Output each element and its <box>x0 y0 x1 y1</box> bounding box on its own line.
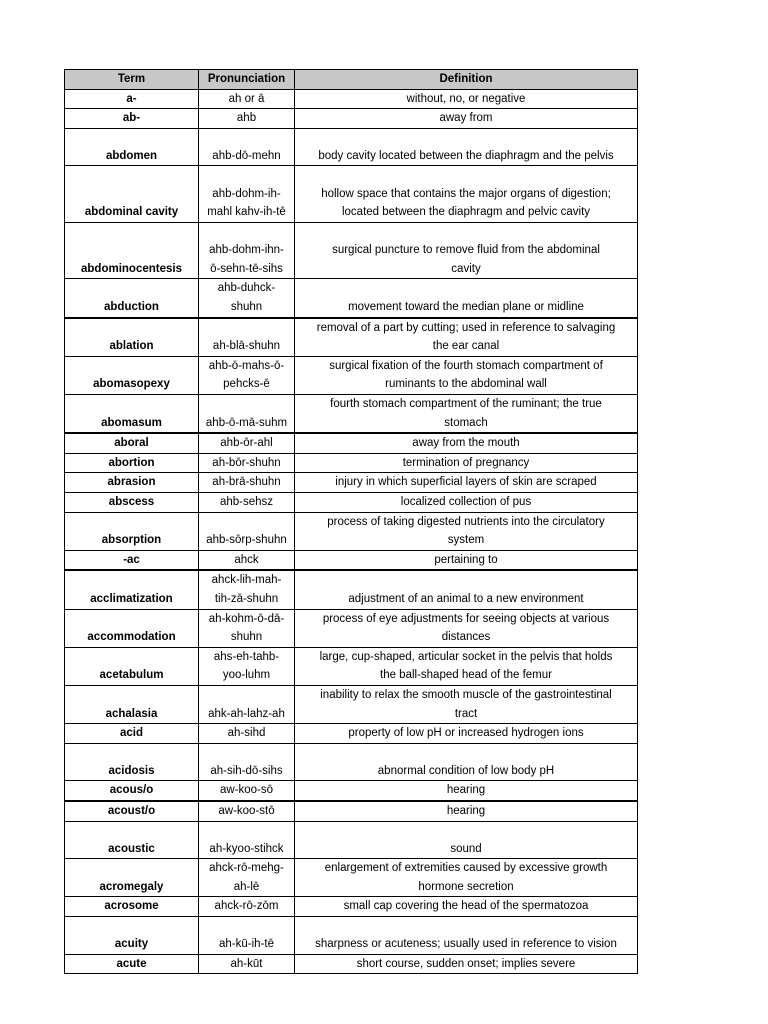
term-cell: acoustic <box>65 821 199 859</box>
pronunciation-line: ahb-ōr-ahl <box>220 437 273 450</box>
table-row <box>65 743 638 781</box>
definition-line: abnormal condition of low body pH <box>377 764 555 777</box>
table-row <box>65 647 638 685</box>
definition-line: surgical fixation of the fourth stomach compartment of <box>329 359 603 372</box>
pronunciation-cell <box>199 647 295 685</box>
header-row <box>65 70 638 90</box>
pronunciation-cell <box>199 859 295 897</box>
term-cell: acetabulum <box>65 647 199 685</box>
table-row <box>65 685 638 723</box>
definition-cell <box>295 512 638 550</box>
pronunciation-line: ahb-sōrp-shuhn <box>206 534 287 547</box>
term-cell: acrosome <box>65 897 199 917</box>
pronunciation-line: yoo-luhm <box>222 669 271 682</box>
definition-line: hearing <box>446 784 486 797</box>
pronunciation-line: ahb-sehsz <box>219 496 274 508</box>
pronunciation-cell <box>199 821 295 859</box>
pronunciation-line: ō-sehn-tē-sihs <box>210 262 283 275</box>
pronunciation-cell <box>199 433 295 453</box>
pronunciation-line: ah-brā-shuhn <box>212 476 281 489</box>
pronunciation-cell <box>199 609 295 647</box>
pronunciation-cell <box>199 89 295 109</box>
definition-cell <box>295 724 638 744</box>
table-row <box>65 89 638 109</box>
definition-line: the ear canal <box>432 340 500 353</box>
definition-line: localized collection of pus <box>400 496 532 508</box>
pronunciation-cell <box>199 109 295 129</box>
pronunciation-line: ahb-ō-mā-suhm <box>205 416 288 429</box>
definition-line: pertaining to <box>434 553 498 566</box>
term-cell: abortion <box>65 453 199 473</box>
term-cell: acoust/o <box>65 801 199 821</box>
definition-line: process of taking digested nutrients into the circulatory <box>327 515 605 528</box>
definition-line: system <box>447 534 485 547</box>
definition-cell <box>295 647 638 685</box>
definition-cell <box>295 109 638 129</box>
table-row <box>65 512 638 550</box>
pronunciation-cell <box>199 166 295 223</box>
table-row <box>65 318 638 357</box>
pronunciation-cell <box>199 512 295 550</box>
pronunciation-line: ah-bōr-shuhn <box>212 456 281 469</box>
pronunciation-line: ah-lē <box>233 880 260 893</box>
definition-line: surgical puncture to remove fluid from the abdominal <box>332 244 600 257</box>
definition-line: stomach <box>444 416 488 429</box>
table-row <box>65 954 638 974</box>
definition-cell <box>295 609 638 647</box>
definition-cell <box>295 89 638 109</box>
table-header <box>65 70 638 90</box>
term-cell: abomasum <box>65 395 199 434</box>
definition-line: hollow space that contains the major organs of digestion; <box>321 187 611 200</box>
pronunciation-line: aw-koo-stō <box>218 805 275 817</box>
definition-cell <box>295 859 638 897</box>
pronunciation-line: ah-kū-ih-tē <box>219 938 274 951</box>
table-row <box>65 821 638 859</box>
definition-line: enlargement of extremities caused by excessive growth <box>324 862 608 875</box>
pronunciation-line: ah-sih-dō-sihs <box>210 764 283 777</box>
definition-cell <box>295 433 638 453</box>
definition-line: inability to relax the smooth muscle of the gastrointestinal <box>320 688 612 701</box>
term-cell: aboral <box>65 433 199 453</box>
header-term: Term <box>65 70 199 90</box>
definition-line: movement toward the median plane or midline <box>348 301 584 314</box>
table-row <box>65 493 638 513</box>
pronunciation-cell <box>199 356 295 394</box>
pronunciation-line: ahb-dohm-ih- <box>212 187 281 200</box>
pronunciation-line: ahs-eh-tahb- <box>213 650 280 663</box>
pronunciation-cell <box>199 279 295 318</box>
pronunciation-cell <box>199 570 295 609</box>
definition-line: hormone secretion <box>418 880 514 893</box>
definition-line: sound <box>450 842 482 855</box>
table-row <box>65 897 638 917</box>
term-cell: acute <box>65 954 199 974</box>
definition-cell <box>295 356 638 394</box>
glossary-table <box>64 69 638 974</box>
pronunciation-line: ahck-rō-mehg- <box>209 862 284 875</box>
pronunciation-cell <box>199 128 295 166</box>
pronunciation-cell <box>199 801 295 821</box>
pronunciation-line: ahb <box>236 112 257 125</box>
pronunciation-line: ah-kūt <box>230 957 263 970</box>
pronunciation-line: shuhn <box>230 631 263 644</box>
pronunciation-line: aw-koo-sō <box>219 784 274 797</box>
definition-cell <box>295 493 638 513</box>
definition-cell <box>295 473 638 493</box>
definition-line: large, cup-shaped, articular socket in the pelvis that holds <box>319 650 613 663</box>
table-row <box>65 801 638 821</box>
table-body <box>65 89 638 974</box>
definition-line: fourth stomach compartment of the ruminant; the true <box>330 398 602 411</box>
pronunciation-cell <box>199 897 295 917</box>
pronunciation-line: tih-zā-shuhn <box>214 592 279 605</box>
table-row <box>65 550 638 570</box>
term-cell: a- <box>65 89 199 109</box>
pronunciation-line: mahl kahv-ih-tē <box>207 206 286 219</box>
term-cell: abdominal cavity <box>65 166 199 223</box>
pronunciation-cell <box>199 685 295 723</box>
pronunciation-line: ahb-dohm-ihn- <box>209 244 284 257</box>
pronunciation-cell <box>199 222 295 279</box>
term-cell: abdomen <box>65 128 199 166</box>
header-definition: Definition <box>295 70 638 90</box>
definition-line: body cavity located between the diaphragm and the pelvis <box>318 149 614 162</box>
definition-cell <box>295 550 638 570</box>
pronunciation-line: ahb-duhck- <box>217 282 276 295</box>
definition-cell <box>295 453 638 473</box>
definition-cell <box>295 166 638 223</box>
table-row <box>65 279 638 318</box>
pronunciation-line: ahb-ō-mahs-ō- <box>208 359 285 372</box>
term-cell: acid <box>65 724 199 744</box>
pronunciation-line: shuhn <box>230 301 263 314</box>
pronunciation-line: ahck-rō-zōm <box>214 900 279 913</box>
term-cell: abduction <box>65 279 199 318</box>
term-cell: acidosis <box>65 743 199 781</box>
table-row <box>65 433 638 453</box>
header-pronunciation: Pronunciation <box>199 70 295 90</box>
term-cell: -ac <box>65 550 199 570</box>
definition-cell <box>295 395 638 434</box>
table-row <box>65 453 638 473</box>
pronunciation-cell <box>199 453 295 473</box>
pronunciation-cell <box>199 318 295 357</box>
term-cell: abomasopexy <box>65 356 199 394</box>
definition-cell <box>295 954 638 974</box>
pronunciation-cell <box>199 743 295 781</box>
pronunciation-line: ah-blā-shuhn <box>212 340 281 353</box>
table-row <box>65 356 638 394</box>
definition-line: away from the mouth <box>412 437 520 450</box>
definition-line: process of eye adjustments for seeing objects at various <box>322 612 610 625</box>
pronunciation-cell <box>199 550 295 570</box>
term-cell: ab- <box>65 109 199 129</box>
definition-cell <box>295 570 638 609</box>
term-cell: acclimatization <box>65 570 199 609</box>
table-row <box>65 166 638 223</box>
definition-line: ruminants to the abdominal wall <box>385 378 547 391</box>
term-cell: achalasia <box>65 685 199 723</box>
pronunciation-line: ahb-dō-mehn <box>212 149 281 162</box>
pronunciation-cell <box>199 493 295 513</box>
table-row <box>65 570 638 609</box>
pronunciation-line: ahck <box>234 553 259 566</box>
definition-line: away from <box>439 112 493 125</box>
definition-cell <box>295 743 638 781</box>
term-cell: absorption <box>65 512 199 550</box>
term-cell: abrasion <box>65 473 199 493</box>
definition-line: property of low pH or increased hydrogen ions <box>348 727 584 740</box>
definition-cell <box>295 801 638 821</box>
term-cell: acous/o <box>65 781 199 801</box>
pronunciation-line: ah-sihd <box>227 727 266 740</box>
pronunciation-line: ah-kyoo-stihck <box>209 842 284 855</box>
pronunciation-line: ah-kohm-ō-dā- <box>208 612 285 625</box>
pronunciation-cell <box>199 473 295 493</box>
table-row <box>65 781 638 801</box>
definition-cell <box>295 821 638 859</box>
term-cell: abscess <box>65 493 199 513</box>
definition-cell <box>295 279 638 318</box>
definition-line: without, no, or negative <box>406 92 526 105</box>
pronunciation-line: pehcks-ē <box>223 378 270 391</box>
term-cell: ablation <box>65 318 199 357</box>
table-row <box>65 222 638 279</box>
definition-cell <box>295 222 638 279</box>
term-cell: abdominocentesis <box>65 222 199 279</box>
pronunciation-cell <box>199 954 295 974</box>
definition-cell <box>295 917 638 955</box>
table-row <box>65 109 638 129</box>
definition-line: adjustment of an animal to a new environment <box>348 592 584 605</box>
term-cell: accommodation <box>65 609 199 647</box>
definition-cell <box>295 318 638 357</box>
pronunciation-cell <box>199 395 295 434</box>
pronunciation-cell <box>199 724 295 744</box>
definition-line: cavity <box>451 262 481 275</box>
pronunciation-line: ah or ā <box>228 92 265 105</box>
table-row <box>65 917 638 955</box>
table-row <box>65 724 638 744</box>
pronunciation-line: ahk-ah-lahz-ah <box>208 707 285 720</box>
definition-line: hearing <box>446 805 486 817</box>
definition-cell <box>295 685 638 723</box>
definition-line: short course, sudden onset; implies severe <box>356 957 576 970</box>
definition-line: removal of a part by cutting; used in reference to salvaging <box>316 321 616 334</box>
definition-cell <box>295 128 638 166</box>
definition-line: tract <box>454 707 478 720</box>
definition-cell <box>295 781 638 801</box>
table-row <box>65 395 638 434</box>
definition-line: injury in which superficial layers of skin are scraped <box>335 476 597 489</box>
pronunciation-cell <box>199 781 295 801</box>
definition-line: sharpness or acuteness; usually used in reference to vision <box>315 938 617 951</box>
table-row <box>65 473 638 493</box>
table-row <box>65 128 638 166</box>
term-cell: acuity <box>65 917 199 955</box>
table-row <box>65 609 638 647</box>
definition-line: distances <box>441 631 491 644</box>
table-row <box>65 859 638 897</box>
pronunciation-line: ahck-lih-mah- <box>211 574 282 587</box>
definition-line: small cap covering the head of the spermatozoa <box>343 900 589 913</box>
definition-line: located between the diaphragm and pelvic cavity <box>341 206 591 219</box>
term-cell: acromegaly <box>65 859 199 897</box>
pronunciation-cell <box>199 917 295 955</box>
definition-line: termination of pregnancy <box>402 456 530 469</box>
definition-line: the ball-shaped head of the femur <box>380 669 552 682</box>
definition-cell <box>295 897 638 917</box>
